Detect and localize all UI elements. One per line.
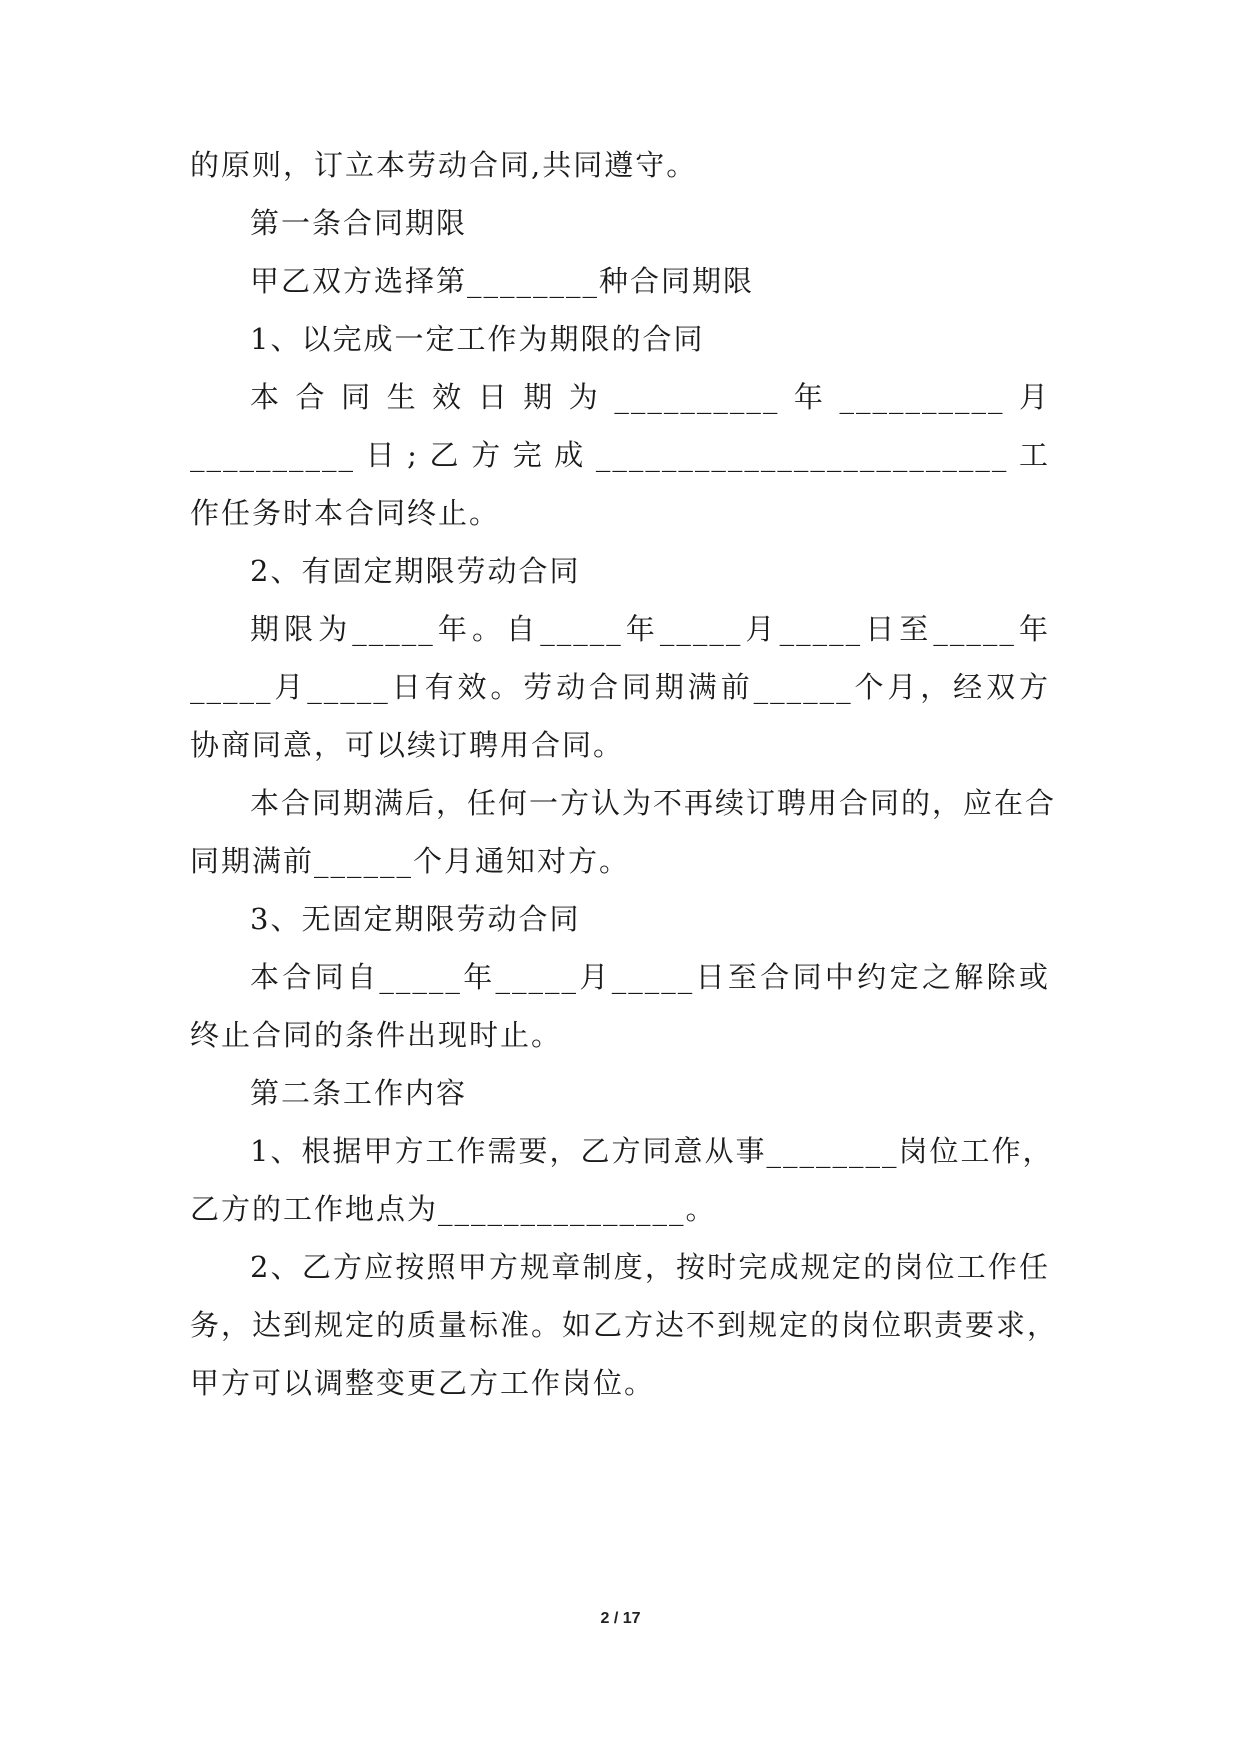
text-line: __________日;乙方完成_________________________工 (190, 438, 1050, 472)
clause-heading: 1、以完成一定工作为期限的合同 (250, 322, 705, 356)
clause-heading: 2、有固定期限劳动合同 (250, 554, 581, 588)
text-line: _____月_____日有效。劳动合同期满前______个月，经双方 (190, 670, 1050, 704)
text-line: 1、根据甲方工作需要，乙方同意从事________岗位工作， (250, 1134, 1054, 1168)
text-line: 乙方的工作地点为_______________。 (190, 1192, 717, 1226)
text-line: 2、乙方应按照甲方规章制度，按时完成规定的岗位工作任 (250, 1250, 1050, 1284)
text-line: 本合同自_____年_____月_____日至合同中约定之解除或 (250, 960, 1050, 994)
text-line: 本合同生效日期为__________年__________月 (250, 380, 1050, 414)
text-line: 期限为_____年。自_____年_____月_____日至_____年 (250, 612, 1050, 646)
text-line: 作任务时本合同终止。 (190, 496, 501, 530)
page-number: 2 / 17 (600, 1610, 641, 1627)
text-line: 的原则，订立本劳动合同,共同遵守。 (190, 148, 698, 182)
text-line: 本合同期满后，任何一方认为不再续订聘用合同的，应在合 (250, 786, 1057, 820)
text-line: 终止合同的条件出现时止。 (190, 1018, 563, 1052)
text-line: 协商同意，可以续订聘用合同。 (190, 728, 625, 762)
text-line: 务，达到规定的质量标准。如乙方达不到规定的岗位职责要求， (190, 1308, 1059, 1342)
text-line: 同期满前______个月通知对方。 (190, 844, 631, 878)
section-heading: 第二条工作内容 (250, 1076, 468, 1110)
text-line: 甲方可以调整变更乙方工作岗位。 (190, 1366, 656, 1400)
section-heading: 第一条合同期限 (250, 206, 468, 240)
text-line: 甲乙双方选择第________种合同期限 (250, 264, 755, 298)
clause-heading: 3、无固定期限劳动合同 (250, 902, 581, 936)
